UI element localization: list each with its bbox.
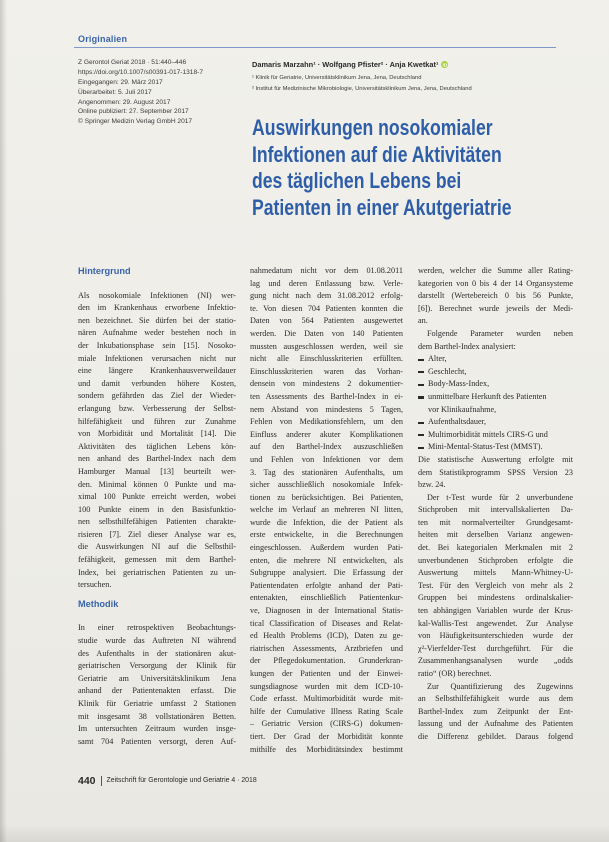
text-line: samt 704 Patienten versorgt, deren Auf- — [78, 736, 236, 746]
page-footer — [78, 772, 257, 786]
text-line: det. Bei kategorialen Merkmalen mit 2 — [418, 543, 573, 553]
text-line: ten Assessments des Barthel-Index in ei- — [250, 391, 403, 401]
text-line: Fehlen von Medikationsfehlern, um den — [250, 417, 403, 427]
left-column — [78, 265, 236, 748]
paragraph — [418, 265, 573, 328]
text-line: nen bezeichnet. Sie dürfen bei der statio- — [78, 315, 236, 325]
middle-column — [250, 265, 403, 756]
list-item — [418, 353, 573, 366]
text-line: 3. Tag des stationären Aufenthalts, um — [250, 467, 403, 477]
list-item — [418, 378, 573, 391]
text-line: Barthel-Index zum Zeitpunkt der Ent- — [418, 706, 573, 716]
text-line: fefähigkeit, gemessen mit dem Barthel- — [78, 555, 236, 565]
text-line: geriatrischen Versorgung der Klinik für — [78, 661, 236, 671]
text-line: eingeschlossen. Außerdem wurden Pati- — [250, 543, 403, 553]
text-line: – Geriatric Version (CIRS-G) dokumen- — [250, 719, 403, 729]
text-line: ten mit normalverteilter Grundgesamt- — [418, 517, 573, 527]
text-line: Folgende Parameter wurden neben — [427, 328, 573, 338]
text-line: Als nosokomiale Infektionen (NI) wer- — [78, 290, 236, 300]
text-line: die Differenz gebildet. Daraus folgend — [418, 731, 573, 741]
text-line: Zusammenhangsanalysen wurde „odds — [418, 656, 573, 666]
list-item-line: vor Klinikaufnahme, — [428, 404, 497, 414]
text-line: werden. Die Daten von 140 Patienten — [250, 328, 403, 338]
text-line: der Inkubationsphase sein [15]. Nosoko- — [78, 340, 236, 350]
title-line: des täglichen Lebens bei — [252, 168, 462, 193]
paragraph — [78, 622, 236, 748]
list-item — [418, 391, 573, 416]
metadata-line: Online publiziert: 27. September 2017 — [78, 108, 189, 116]
title-line: Patienten in einer Akutgeriatrie — [252, 194, 512, 220]
text-line: tionen zu berücksichtigen. Bei Patienten, — [250, 492, 403, 502]
text-line: Klinik für Geriatrie umfasst 2 Stationen — [78, 699, 236, 708]
text-line: nicht alle Einschlusskriterien erfüllten. — [250, 354, 403, 364]
text-line: Subgruppe analysiert. Die Erfassung der — [250, 568, 403, 578]
text-line: nären Aufnahme weder bestehen noch in — [78, 328, 236, 338]
text-line: Einfluss anderer akuter Komplikationen — [250, 429, 403, 439]
text-line: an. — [418, 316, 428, 326]
text-line: Einschlusskriterien waren das Vorhan- — [250, 366, 403, 376]
text-line: Zur Quantifizierung des Zugewinns — [427, 681, 573, 691]
text-line: nahmedatum nicht vor dem 01.08.2011 — [250, 266, 403, 275]
text-line: Stichproben mit intervallskalierten Da- — [418, 505, 573, 515]
text-line: tiert. Der Grad der Morbidität konnte — [250, 731, 403, 741]
title-line: Infektionen auf die Aktivitäten — [252, 141, 502, 167]
author-line — [252, 60, 448, 70]
section-hintergrund — [78, 265, 236, 592]
affiliations — [252, 73, 552, 95]
author-names: Damaris Marzahn¹ · Wolfgang Pfister² · Anja Kwetkat¹ — [252, 60, 439, 69]
footer-divider — [101, 776, 102, 786]
page-number: 440 — [78, 774, 96, 787]
list-item-line: Multimorbidität mittels CIRS-G und — [428, 429, 548, 439]
header-rule — [74, 47, 556, 48]
section-methodik — [78, 598, 236, 749]
text-line: Der t-Test wurde für 2 unverbundene — [427, 492, 573, 502]
text-line: [6]). Berechnet wurde jeweils der Medi- — [418, 303, 573, 313]
journal-name: Zeitschrift für Gerontologie und Geriatrie 4 · 2018 — [106, 776, 257, 784]
text-line: χ²-Vierfelder-Test durchgeführt. Für die — [418, 643, 573, 653]
text-line: werden, welcher die Summe aller Rating- — [418, 266, 573, 275]
text-line: unverbundenen Stichproben erfolgte die — [418, 555, 573, 565]
right-column — [418, 265, 573, 744]
text-line: bzw. 24. — [418, 480, 446, 490]
metadata-line: Überarbeitet: 5. Juli 2017 — [78, 88, 152, 96]
text-line: enten, die mehrere NI entwickelten, als — [250, 555, 403, 565]
text-line: sungsdiagnose wurden mit dem ICD-10- — [250, 681, 403, 691]
text-line: hilfefähigkeit und führen zur Zunahme — [78, 416, 236, 426]
text-line: riatrischen Assessments, Arztbriefen und — [250, 643, 403, 653]
text-line: ten abhängigen Variablen wurde der Krus- — [418, 606, 573, 616]
text-line: mithilfe des Morbiditätsindex bestimmt — [250, 744, 403, 754]
text-line: Patientendaten erfolgte anhand der Pati- — [250, 580, 403, 590]
text-line: ed Health Problems (ICD), Daten zu ge- — [250, 631, 403, 641]
text-line: studie wurde das Auftreten NI während — [78, 636, 236, 646]
text-line: dem Barthel-Index analysiert: — [418, 341, 516, 351]
text-line: miale Infektionen verursachen nicht nur — [78, 353, 236, 363]
text-line: nem Abstand von mindestens 5 Tagen, — [250, 404, 403, 414]
metadata-line: © Springer Medizin Verlag GmbH 2017 — [78, 118, 193, 126]
text-line: anhand der Patientenakten erfasst. Die — [78, 686, 236, 696]
metadata-line: Z Gerontol Geriat 2018 · 51:440–446 — [78, 59, 187, 66]
text-line: Hamburger Manual [13] beurteilt wer- — [78, 466, 236, 476]
text-line: Die statistische Auswertung erfolgte mit — [418, 454, 573, 464]
list-item — [418, 416, 573, 429]
metadata-line: Angenommen: 29. August 2017 — [78, 98, 171, 106]
text-line: Daten von 564 Patienten ausgewertet — [250, 316, 403, 326]
paragraph — [78, 290, 236, 592]
text-line: In einer retrospektiven Beobachtungs- — [78, 623, 236, 633]
paragraph — [418, 328, 573, 353]
metadata-line: https://doi.org/10.1007/s00391-017-1318-7 — [78, 68, 204, 76]
text-line: den im Krankenhaus erworbene Infektio- — [78, 303, 236, 313]
text-line: mussten ausgeschlossen werden, weil sie — [250, 341, 403, 351]
text-line: ratio“ (OR) berechnet. — [418, 669, 492, 678]
text-line: und Fehlen von Infektionen vor dem — [250, 454, 403, 464]
text-line: 100 Punkte einem in den Basisfunktio- — [78, 504, 236, 514]
text-line: die Auswirkungen NI auf die Selbsthil- — [78, 542, 236, 552]
text-line: tical Classification of Diseases and Relat- — [250, 618, 403, 628]
text-line: heiten mit derselben Varianz angewen- — [418, 530, 573, 540]
text-line: ximal 100 Punkte erreicht werden, wobei — [78, 492, 236, 502]
text-line: den. Minimal können 0 Punkte und ma- — [78, 479, 236, 489]
list-item-line: Mini-Mental-Status-Test (MMST). — [428, 442, 543, 452]
text-line: Im untersuchten Zeitraum wurden insge- — [78, 724, 236, 734]
text-line: hilfe der Cumulative Illness Rating Scale — [250, 706, 403, 716]
text-line: mit insgesamt 38 vollstationären Betten. — [78, 711, 236, 721]
text-line: nen selbsthilfefähigen Patienten charakte- — [78, 517, 236, 527]
text-line: der Pflegedokumentation. Grunderkran- — [250, 656, 403, 666]
text-line: Auswertung mittels Mann-Whitney-U- — [418, 568, 573, 578]
text-line: auf den Barthel-Index auszuschließen — [250, 442, 403, 452]
paragraph — [418, 454, 573, 492]
section-heading: Hintergrund — [78, 266, 131, 276]
scan-edge-shadow — [0, 0, 7, 842]
list-item-line: unmittelbare Herkunft des Patienten — [428, 391, 547, 401]
text-line: welche im Verlauf an mehreren NI litten, — [250, 505, 403, 515]
affiliation-line: ² Institut für Medizinische Mikrobiologie, Universitätsklinikum Jena, Jena, Deutschland — [252, 86, 472, 92]
text-line: te. Von diesen 704 Patienten konnten die — [250, 303, 403, 313]
orcid-icon — [441, 61, 448, 68]
text-line: Gruppen bei mindestens ordinalskalier- — [418, 593, 573, 603]
text-line: kungen der Patienten und der Einwei- — [250, 669, 403, 678]
paragraph — [250, 265, 403, 756]
text-line: Geriatrie am Universitätsklinikum Jena — [78, 673, 236, 683]
text-line: von Morbidität und Mortalität [14]. Die — [78, 429, 236, 439]
text-line: sicher ausschließlich nosokomiale Infek- — [250, 480, 403, 490]
text-line: sondern gefährden das Ziel der Wieder- — [78, 391, 236, 401]
article-title — [252, 115, 552, 221]
article-metadata — [78, 58, 238, 127]
text-line: Index, bei geriatrischen Patienten zu un- — [78, 567, 236, 577]
text-line: tersuchen. — [78, 580, 112, 590]
section-label: Originalien — [78, 34, 128, 44]
text-line: kategorien von 0 bis 4 der 14 Organsysteme — [418, 278, 573, 288]
list-item-line: Aufenthaltsdauer, — [428, 417, 487, 427]
text-line: kal-Wallis-Test angewendet. Zur Analyse — [418, 618, 573, 628]
text-line: lag und deren Entlassung bzw. Verle- — [250, 278, 403, 288]
text-line: nen anhand des Barthel-Index nach dem — [78, 454, 236, 464]
text-line: erlangung bzw. Verbesserung der Selbst- — [78, 403, 236, 413]
section-heading: Methodik — [78, 598, 119, 609]
list-item — [418, 366, 573, 379]
title-line: Auswirkungen nosokomialer — [252, 115, 493, 140]
text-line: Test. Für den Vergleich von mehr als 2 — [418, 580, 573, 590]
list-item-line: Body-Mass-Index, — [428, 379, 490, 389]
metadata-line: Eingegangen: 29. März 2017 — [78, 78, 163, 86]
affiliation-line: ¹ Klinik für Geriatrie, Universitätsklinikum Jena, Jena, Deutschland — [252, 75, 422, 81]
text-line: an Selbsthilfefähigkeit wurde aus dem — [418, 694, 573, 704]
list-item-line: Geschlecht, — [428, 366, 467, 376]
list-item — [418, 441, 573, 454]
text-line: ve, Diagnosen in der International Statis- — [250, 606, 403, 616]
text-line: und damit verbunden höhere Kosten, — [78, 378, 236, 388]
text-line: Aktivitäten des täglichen Lebens kön- — [78, 441, 236, 451]
text-line: wurde die Infektion, die der Patient als — [250, 517, 403, 527]
text-line: erste entwickelte, in die Berechnungen — [250, 530, 403, 540]
parameter-list — [418, 353, 573, 454]
text-line: von Häufigkeitsunterschieden wurde der — [418, 631, 573, 641]
text-line: entenakten, einschließlich Patientenkur- — [250, 593, 403, 603]
text-line: dem Statistikprogramm SPSS Version 23 — [418, 467, 573, 477]
list-item — [418, 429, 573, 442]
text-line: eine längere Krankenhausverweildauer — [78, 366, 236, 376]
paragraph — [418, 681, 573, 744]
text-line: Code erfasst. Multimorbidität wurde mit- — [250, 694, 403, 704]
text-line: gung nicht nach dem 31.08.2012 erfolg- — [250, 291, 403, 301]
paragraph — [418, 492, 573, 681]
text-line: risieren [7]. Ziel dieser Analyse war es, — [78, 529, 236, 539]
text-line: des Aufenthalts in der stationären akut- — [78, 648, 236, 658]
text-line: darstellt (Wertebereich 0 bis 56 Punkte, — [418, 291, 573, 301]
list-item-line: Alter, — [428, 354, 447, 364]
scan-bottom-shadow — [0, 824, 609, 842]
text-line: lassung und der Aufnahme des Patienten — [418, 719, 573, 729]
text-line: densein von mindestens 2 dokumentier- — [250, 379, 403, 389]
